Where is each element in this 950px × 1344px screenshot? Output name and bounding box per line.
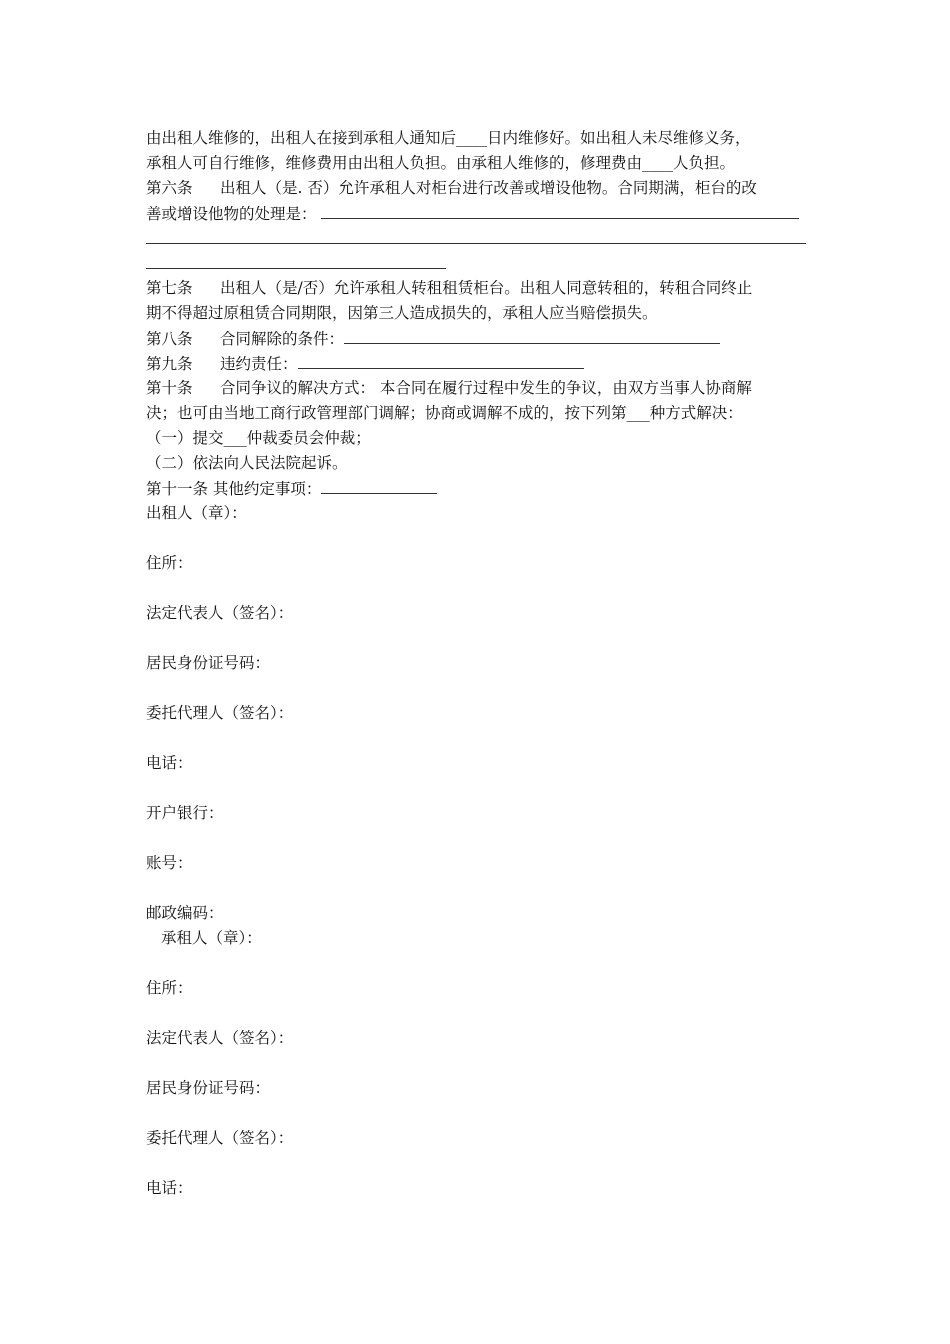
clause5-line1: 由出租人维修的，出租人在接到承租人通知后____日内维修好。如出租人未尽维修义务， [146,129,751,147]
lessor-account: 账号： [146,854,193,872]
clause6-text1: 出租人（是. 否）允许承租人对柜台进行改善或增设他物。合同期满，柜台的改 [220,179,757,197]
clause11-line [146,476,808,501]
clause9-number: 第九条 [146,355,193,373]
lessor-agent: 委托代理人（签名）： [146,704,294,722]
clause10-option1: （一）提交___仲裁委员会仲裁； [146,429,371,447]
clause7-line2: 期不得超过原租赁合同期限，因第三人造成损失的，承租人应当赔偿损失。 [146,304,658,322]
clause11-text: 第十一条 其他约定事项： [146,480,322,498]
clause8-line [146,326,808,351]
lessor-id-number: 居民身份证号码： [146,654,271,672]
blank-line [146,226,806,244]
clause10-number: 第十条 [146,379,193,397]
clause9-line [146,351,808,376]
lessor-bank: 开户银行： [146,804,224,822]
lessee-legal-rep: 法定代表人（签名）： [146,1029,294,1047]
lessee-title: 承租人（章）： [161,929,262,947]
clause11-blank [321,476,437,494]
clause6-fill-blank [321,201,799,219]
clause6-line2 [146,201,808,226]
lessor-title: 出租人（章）： [146,504,247,522]
clause10-line2: 决；也可由当地工商行政管理部门调解；协商或调解不成的，按下列第___种方式解决： [146,404,743,422]
clause10-option2: （二）依法向人民法院起诉。 [146,454,348,472]
lessee-address: 住所： [146,979,193,997]
lessor-address: 住所： [146,554,193,572]
lessor-legal-rep: 法定代表人（签名）： [146,604,294,622]
clause6-fill-line2 [146,226,808,251]
blank-line [146,251,446,269]
lessee-id-number: 居民身份证号码： [146,1079,271,1097]
clause6-text2: 善或增设他物的处理是： [146,205,317,223]
lessee-phone: 电话： [146,1179,193,1197]
clause10-text1: 合同争议的解决方式： 本合同在履行过程中发生的争议，由双方当事人协商解 [220,379,752,397]
clause6-line1 [146,176,808,201]
clause8-text: 合同解除的条件： [220,330,345,348]
clause7-text1: 出租人（是/否）允许承租人转租租赁柜台。出租人同意转租的，转租合同终止 [220,279,753,297]
lessee-agent: 委托代理人（签名）： [146,1129,294,1147]
clause8-number: 第八条 [146,330,193,348]
clause8-blank [344,326,720,344]
clause5-line2: 承租人可自行维修，维修费用由出租人负担。由承租人维修的，修理费由____人负担。 [146,154,736,172]
clause10-line1 [146,376,808,401]
lessor-phone: 电话： [146,754,193,772]
lessor-postcode: 邮政编码： [146,904,224,922]
clause7-number: 第七条 [146,279,193,297]
clause9-blank [298,351,584,369]
clause6-fill-line3 [146,251,808,276]
contract-body [146,126,808,1201]
clause9-text: 违约责任： [220,355,298,373]
clause7-line1 [146,276,808,301]
clause6-number: 第六条 [146,179,193,197]
